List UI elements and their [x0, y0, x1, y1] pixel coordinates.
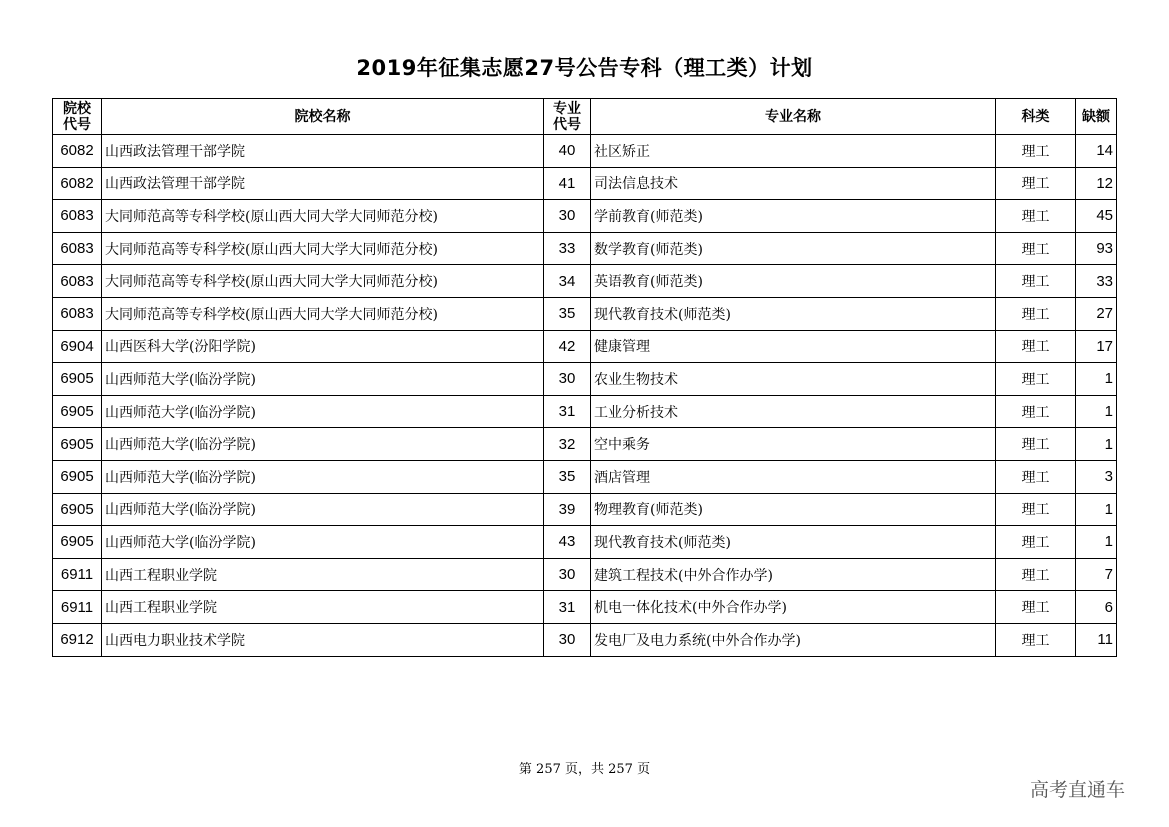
cell-major-code: 31 — [544, 395, 591, 428]
cell-category: 理工 — [996, 265, 1076, 298]
cell-major-name: 发电厂及电力系统(中外合作办学) — [591, 623, 996, 656]
cell-quota: 93 — [1076, 232, 1117, 265]
cell-category: 理工 — [996, 623, 1076, 656]
table-row — [53, 428, 1117, 461]
cell-school-name: 山西师范大学(临汾学院) — [102, 428, 544, 461]
cell-school-code: 6083 — [53, 232, 102, 265]
cell-category: 理工 — [996, 135, 1076, 168]
cell-category: 理工 — [996, 526, 1076, 559]
cell-quota: 3 — [1076, 460, 1117, 493]
cell-school-code: 6905 — [53, 493, 102, 526]
cell-school-code: 6083 — [53, 297, 102, 330]
table-row — [53, 558, 1117, 591]
cell-school-code: 6912 — [53, 623, 102, 656]
table-row — [53, 265, 1117, 298]
cell-quota: 1 — [1076, 395, 1117, 428]
cell-major-name: 现代教育技术(师范类) — [591, 297, 996, 330]
cell-category: 理工 — [996, 167, 1076, 200]
cell-school-name: 山西师范大学(临汾学院) — [102, 526, 544, 559]
cell-major-code: 30 — [544, 623, 591, 656]
table-row — [53, 623, 1117, 656]
cell-school-code: 6905 — [53, 428, 102, 461]
cell-category: 理工 — [996, 591, 1076, 624]
table-row — [53, 460, 1117, 493]
cell-school-name: 山西工程职业学院 — [102, 591, 544, 624]
cell-school-code: 6911 — [53, 558, 102, 591]
page-title: 2019年征集志愿27号公告专科（理工类）计划 — [356, 56, 813, 80]
cell-major-code: 35 — [544, 460, 591, 493]
cell-school-code: 6905 — [53, 460, 102, 493]
cell-quota: 1 — [1076, 526, 1117, 559]
header-category: 科类 — [996, 99, 1076, 135]
cell-major-code: 39 — [544, 493, 591, 526]
cell-school-name: 山西师范大学(临汾学院) — [102, 363, 544, 396]
cell-major-name: 机电一体化技术(中外合作办学) — [591, 591, 996, 624]
cell-major-name: 酒店管理 — [591, 460, 996, 493]
cell-category: 理工 — [996, 558, 1076, 591]
cell-major-name: 建筑工程技术(中外合作办学) — [591, 558, 996, 591]
header-major-name: 专业名称 — [591, 99, 996, 135]
cell-quota: 14 — [1076, 135, 1117, 168]
cell-school-name: 山西医科大学(汾阳学院) — [102, 330, 544, 363]
cell-category: 理工 — [996, 428, 1076, 461]
cell-school-name: 大同师范高等专科学校(原山西大同大学大同师范分校) — [102, 297, 544, 330]
cell-category: 理工 — [996, 232, 1076, 265]
header-quota: 缺额 — [1076, 99, 1117, 135]
cell-major-name: 物理教育(师范类) — [591, 493, 996, 526]
cell-school-code: 6082 — [53, 135, 102, 168]
cell-school-code: 6082 — [53, 167, 102, 200]
cell-major-code: 30 — [544, 363, 591, 396]
cell-quota: 17 — [1076, 330, 1117, 363]
cell-major-name: 农业生物技术 — [591, 363, 996, 396]
cell-school-name: 山西师范大学(临汾学院) — [102, 493, 544, 526]
cell-major-code: 33 — [544, 232, 591, 265]
cell-school-name: 山西师范大学(临汾学院) — [102, 395, 544, 428]
cell-major-name: 工业分析技术 — [591, 395, 996, 428]
cell-quota: 45 — [1076, 200, 1117, 233]
cell-school-name: 大同师范高等专科学校(原山西大同大学大同师范分校) — [102, 265, 544, 298]
cell-quota: 1 — [1076, 493, 1117, 526]
cell-school-code: 6911 — [53, 591, 102, 624]
cell-school-name: 大同师范高等专科学校(原山西大同大学大同师范分校) — [102, 232, 544, 265]
cell-school-name: 山西电力职业技术学院 — [102, 623, 544, 656]
cell-school-code: 6904 — [53, 330, 102, 363]
cell-major-code: 43 — [544, 526, 591, 559]
cell-major-code: 42 — [544, 330, 591, 363]
cell-school-code: 6083 — [53, 265, 102, 298]
table-row — [53, 200, 1117, 233]
cell-major-name: 英语教育(师范类) — [591, 265, 996, 298]
header-school-code: 院校 代号 — [53, 99, 102, 135]
table-row — [53, 395, 1117, 428]
table-row — [53, 493, 1117, 526]
cell-school-code: 6905 — [53, 526, 102, 559]
plan-table — [52, 98, 1117, 657]
cell-school-name: 山西政法管理干部学院 — [102, 167, 544, 200]
watermark: 高考直通车 — [1030, 779, 1126, 801]
table-row — [53, 167, 1117, 200]
cell-major-name: 健康管理 — [591, 330, 996, 363]
cell-major-code: 32 — [544, 428, 591, 461]
cell-quota: 11 — [1076, 623, 1117, 656]
cell-school-name: 山西工程职业学院 — [102, 558, 544, 591]
table-row — [53, 526, 1117, 559]
table-row — [53, 591, 1117, 624]
cell-major-code: 30 — [544, 558, 591, 591]
cell-major-code: 30 — [544, 200, 591, 233]
cell-category: 理工 — [996, 460, 1076, 493]
cell-category: 理工 — [996, 493, 1076, 526]
cell-major-code: 41 — [544, 167, 591, 200]
cell-major-name: 学前教育(师范类) — [591, 200, 996, 233]
cell-major-code: 40 — [544, 135, 591, 168]
cell-major-name: 司法信息技术 — [591, 167, 996, 200]
cell-major-code: 31 — [544, 591, 591, 624]
cell-major-code: 34 — [544, 265, 591, 298]
cell-quota: 1 — [1076, 363, 1117, 396]
cell-quota: 7 — [1076, 558, 1117, 591]
cell-quota: 27 — [1076, 297, 1117, 330]
cell-school-name: 山西政法管理干部学院 — [102, 135, 544, 168]
cell-quota: 6 — [1076, 591, 1117, 624]
header-major-code: 专业 代号 — [544, 99, 591, 135]
cell-major-name: 数学教育(师范类) — [591, 232, 996, 265]
table-row — [53, 297, 1117, 330]
table-row — [53, 363, 1117, 396]
cell-category: 理工 — [996, 330, 1076, 363]
table-row — [53, 330, 1117, 363]
cell-quota: 12 — [1076, 167, 1117, 200]
cell-major-code: 35 — [544, 297, 591, 330]
cell-major-name: 空中乘务 — [591, 428, 996, 461]
cell-category: 理工 — [996, 297, 1076, 330]
table-row — [53, 135, 1117, 168]
cell-major-name: 现代教育技术(师范类) — [591, 526, 996, 559]
cell-major-name: 社区矫正 — [591, 135, 996, 168]
cell-quota: 33 — [1076, 265, 1117, 298]
cell-category: 理工 — [996, 200, 1076, 233]
cell-category: 理工 — [996, 395, 1076, 428]
cell-school-name: 大同师范高等专科学校(原山西大同大学大同师范分校) — [102, 200, 544, 233]
cell-quota: 1 — [1076, 428, 1117, 461]
table-row — [53, 232, 1117, 265]
table-header-row — [53, 99, 1117, 135]
cell-school-code: 6083 — [53, 200, 102, 233]
header-school-name: 院校名称 — [102, 99, 544, 135]
page-footer: 第 257 页，共 257 页 — [518, 762, 651, 777]
cell-category: 理工 — [996, 363, 1076, 396]
cell-school-code: 6905 — [53, 395, 102, 428]
cell-school-code: 6905 — [53, 363, 102, 396]
cell-school-name: 山西师范大学(临汾学院) — [102, 460, 544, 493]
